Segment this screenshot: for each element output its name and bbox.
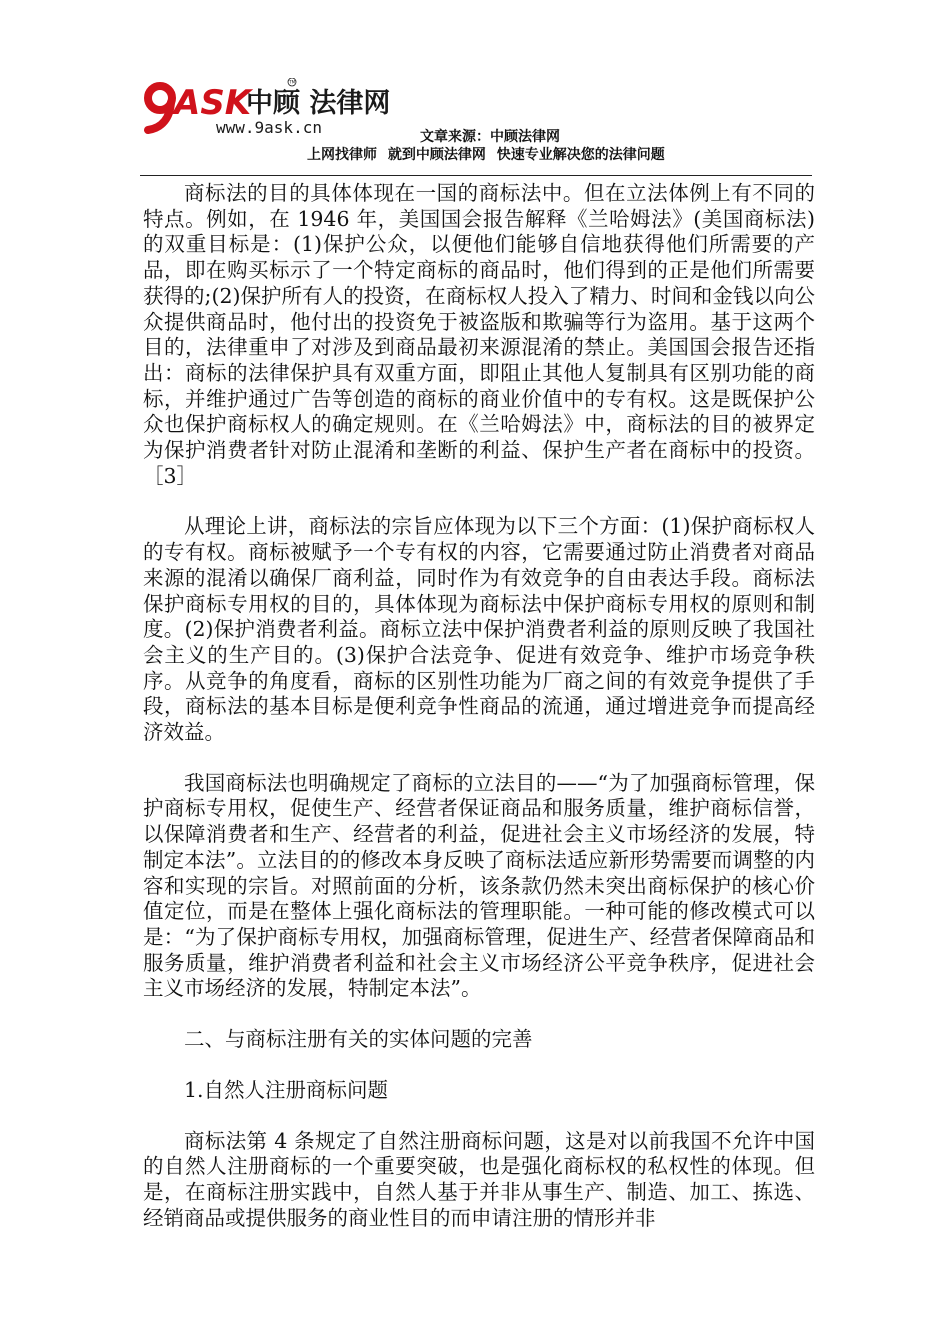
- site-slogan: 上网找律师 就到中顾法律网 快速专业解决您的法律问题: [307, 147, 665, 163]
- article-body: [143, 181, 815, 1231]
- paragraph: 商标法第 4 条规定了自然注册商标问题，这是对以前我国不允许中国的自然人注册商标的一个重要突破，也是强化商标权的私权性的体现。但是，在商标注册实践中，自然人基于并非从事生产、制造、加工、拣选、经销商品或提供服务的商业性目的而申请注册的情形并非: [143, 1128, 815, 1230]
- article-source: 文章来源：中顾法律网: [420, 129, 560, 145]
- section-heading: 二、与商标注册有关的实体问题的完善: [184, 1027, 533, 1052]
- subsection-heading: 1.自然人注册商标问题: [184, 1077, 389, 1102]
- paragraph: 我国商标法也明确规定了商标的立法目的——“为了加强商标管理，保护商标专用权，促使生产、经营者保证商品和服务质量，维护商标信誉，以保障消费者和生产、经营者的利益，促进社会主义市场经济的发展，特制定本法”。立法目的的修改本身反映了商标法适应新形势需要而调整的内容和实现的宗旨。对照前面的分析，该条款仍然未突出商标保护的核心价值定位，而是在整体上强化商标法的管理职能。一种可能的修改模式可以是：“为了保护商标专用权，加强商标管理，促进生产、经营者保障商品和服务质量，维护消费者利益和社会主义市场经济公平竞争秩序，促进社会主义市场经济的发展，特制定本法”。: [143, 770, 815, 1001]
- paragraph: 从理论上讲，商标法的宗旨应体现为以下三个方面：(1)保护商标权人的专有权。商标被赋予一个专有权的内容，它需要通过防止消费者对商品来源的混淆以确保厂商利益，同时作为有效竞争的自由表达手段。商标法保护商标专用权的目的，具体体现为商标法中保护商标专用权的原则和制度。(2)保护消费者利益。商标立法中保护消费者利益的原则反映了我国社会主义的生产目的。(3)保护合法竞争、促进有效竞争、维护市场竞争秩序。从竞争的角度看，商标的区别性功能为厂商之间的有效竞争提供了手段，商标法的基本目标是便利竞争性商品的流通，通过增进竞争而提高经济效益。: [143, 514, 815, 745]
- logo-url-text: www.9ask.cn: [216, 118, 322, 137]
- paragraph: 商标法的目的具体体现在一国的商标法中。但在立法体例上有不同的特点。例如，在 1946 年，美国国会报告解释《兰哈姆法》(美国商标法)的双重目标是：(1)保护公众，以便他们能够自信地获得他们所需要的产品，即在购买标示了一个特定商标的商品时，他们得到的正是他们所需要获得的;(2)保护所有人的投资，在商标权人投入了精力、时间和金钱以向公众提供商品时，他付出的投资免于被盗版和欺骗等行为盗用。基于这两个目的，法律重申了对涉及到商品最初来源混淆的禁止。美国国会报告还指出：商标的法律保护具有双重方面，即阻止其他人复制具有区别功能的商标，并维护通过广告等创造的商标的商业价值中的专有权。这是既保护公众也保护商标权人的确定规则。在《兰哈姆法》中，商标法的目的被界定为保护消费者针对防止混淆和垄断的利益、保护生产者在商标中的投资。［3］: [143, 181, 815, 488]
- header-divider: [140, 175, 812, 176]
- trademark-text: TM: [289, 79, 296, 85]
- logo-cn-text: 中顾 法律网: [246, 88, 391, 119]
- logo-ask-text: ASK: [174, 83, 252, 123]
- site-logo[interactable]: [140, 78, 400, 140]
- logo-graphic: [140, 78, 400, 140]
- nine-mark-icon: [148, 86, 172, 130]
